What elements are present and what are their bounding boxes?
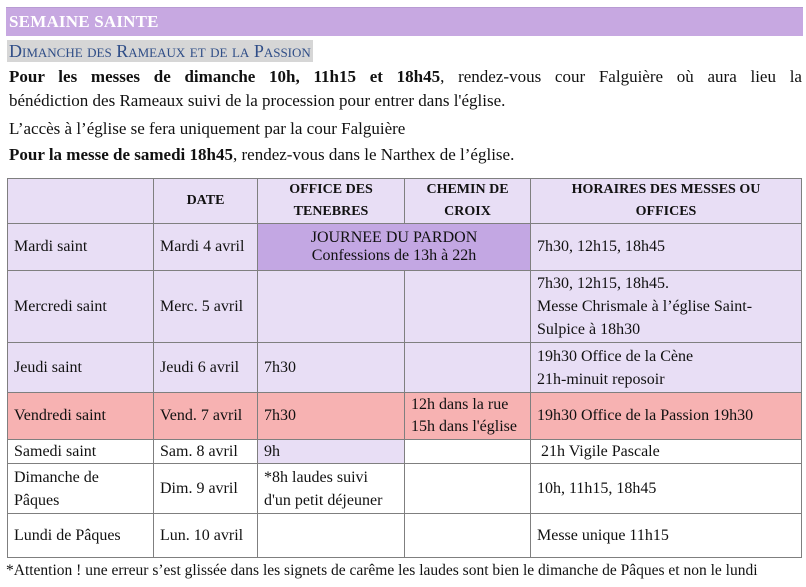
section-title: Dimanche des Rameaux et de la Passion: [9, 41, 311, 61]
row-horaires: Messe unique 11h15: [531, 514, 802, 558]
schedule-table: [7, 178, 802, 558]
header-tenebres: OFFICE DES TENEBRES: [258, 179, 405, 224]
table-row: [8, 343, 802, 393]
intro-bold-1: Pour les messes de dimanche 10h, 11h15 et 18h45: [9, 67, 441, 86]
intro-text-1b: bénédiction des Rameaux suivi de la procession pour entrer dans l'église.: [9, 91, 506, 110]
intro-text-1: , rendez-vous cour Falguière où aura lieu la: [440, 67, 802, 86]
header-chemin: CHEMIN DE CROIX: [405, 179, 531, 224]
row-day: Vendredi saint: [8, 393, 154, 440]
row-day: Mercredi saint: [8, 271, 154, 343]
table-header-row: [8, 179, 802, 224]
row-horaires: 21h Vigile Pascale: [531, 440, 802, 464]
section-banner: [6, 7, 803, 36]
row-date: Dim. 9 avril: [154, 464, 258, 514]
row-day: Jeudi saint: [8, 343, 154, 393]
cropped-text-line: [0, 0, 806, 6]
intro-text-3: , rendez-vous dans le Narthex de l’église.: [233, 145, 515, 164]
row-horaires: 7h30, 12h15, 18h45: [531, 224, 802, 271]
table-row: [8, 440, 802, 464]
row-chemin: 12h dans la rue 15h dans l'église: [405, 393, 531, 440]
row-horaires: 10h, 11h15, 18h45: [531, 464, 802, 514]
intro-paragraph-2: L’accès à l’église se fera uniquement par la cour Falguière: [9, 119, 406, 138]
row-day: Dimanche de Pâques: [8, 464, 154, 514]
row-day: Lundi de Pâques: [8, 514, 154, 558]
intro-paragraph-3: [9, 143, 802, 167]
row-chemin: [405, 271, 531, 343]
header-day: [8, 179, 154, 224]
table-row: [8, 464, 802, 514]
row-chemin: [405, 514, 531, 558]
banner-title: SEMAINE SAINTE: [9, 12, 159, 31]
row-date: Sam. 8 avril: [154, 440, 258, 464]
row-tenebres: 9h: [258, 440, 405, 464]
row-tenebres: [258, 271, 405, 343]
row-date: Mardi 4 avril: [154, 224, 258, 271]
row-tenebres: *8h laudes suivi d'un petit déjeuner: [258, 464, 405, 514]
row-horaires: 7h30, 12h15, 18h45. Messe Chrismale à l’église Saint- Sulpice à 18h30: [531, 271, 802, 343]
header-horaires: HORAIRES DES MESSES OU OFFICES: [531, 179, 802, 224]
intro-bold-3: Pour la messe de samedi 18h45: [9, 145, 233, 164]
row-date: Vend. 7 avril: [154, 393, 258, 440]
row-day: Mardi saint: [8, 224, 154, 271]
table-row: [8, 514, 802, 558]
row-chemin: [405, 464, 531, 514]
intro-paragraph-1: [9, 65, 802, 113]
row-chemin: [405, 440, 531, 464]
table-row: [8, 271, 802, 343]
row-date: Lun. 10 avril: [154, 514, 258, 558]
row-horaires: 19h30 Office de la Passion 19h30: [531, 393, 802, 440]
footnote: *Attention ! une erreur s’est glissée dans les signets de carême les laudes sont bien le dimanche de Pâques et non le lundi: [6, 562, 758, 579]
row-date: Jeudi 6 avril: [154, 343, 258, 393]
pardon-cell: JOURNEE DU PARDON Confessions de 13h à 22h: [258, 224, 531, 271]
table-row: [8, 224, 802, 271]
row-date: Merc. 5 avril: [154, 271, 258, 343]
row-tenebres: 7h30: [258, 343, 405, 393]
row-tenebres: 7h30: [258, 393, 405, 440]
row-horaires: 19h30 Office de la Cène 21h-minuit reposoir: [531, 343, 802, 393]
row-day: Samedi saint: [8, 440, 154, 464]
row-chemin: [405, 343, 531, 393]
table-row: [8, 393, 802, 440]
header-date: DATE: [154, 179, 258, 224]
row-tenebres: [258, 514, 405, 558]
